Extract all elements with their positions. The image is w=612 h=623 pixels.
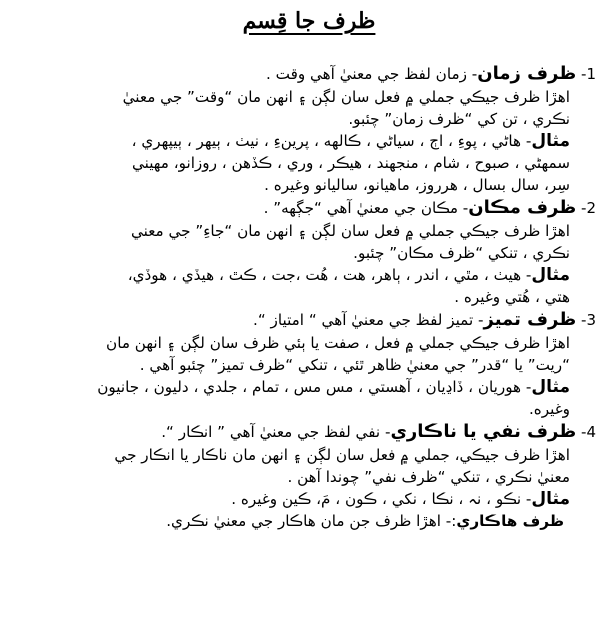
body-line: معنيٰ نڪري ، تنکي “ظرف نفي” چوندا آهن . bbox=[287, 468, 570, 486]
section-number: 3- bbox=[581, 311, 596, 329]
example-text: - نڪو ، نہ ، نڪا ، نکي ، ڪون ، مَ، ڪين وغيره . bbox=[231, 490, 532, 508]
example-line bbox=[22, 376, 596, 398]
section-zarf-zaman bbox=[22, 62, 596, 196]
body-line: اهڙا ظرف جيڪي جملي ۾ فعل ، صفت يا ٻئي ظرف سان لڳن ۽ انهن مان bbox=[106, 334, 570, 352]
section-term: ظرف نفي يا ناڪاري bbox=[390, 421, 577, 442]
example-text: - هيٺ ، مٿي ، اندر ، ٻاهر، هت ، هُت ،جت ، ڪٿ ، هيڏي ، هوڏي، bbox=[127, 266, 532, 284]
section-definition: - زمان لفظ جي معنيٰ آهي وقت . bbox=[266, 65, 478, 83]
body-line: اهڙا ظرف جيڪي، جملي ۾ فعل سان لڳن ۽ انهن مان ناڪار يا انڪار جي bbox=[114, 446, 570, 464]
body-line: نڪري ، تنکي “ظرف مڪان” چئبو. bbox=[353, 244, 570, 262]
example-line: سِر، سال بسال ، هرروز، ماهيانو، ساليانو وغيره . bbox=[264, 176, 570, 194]
section-number: 4- bbox=[581, 423, 596, 441]
body-line: اهڙا ظرف جيڪي جملي ۾ فعل سان لڳن ۽ انهن مان “وقت” جي معنيٰ bbox=[122, 88, 570, 106]
example-text: - هاڻي ، پوءِ ، اڄ ، سياڻي ، ڪالهه ، پرينءِ ، نيٺ ، ٻيهر ، ٻيپهري ، bbox=[131, 132, 532, 150]
section-zarf-tameez bbox=[22, 308, 596, 420]
section-heading bbox=[22, 62, 596, 86]
example-line bbox=[22, 488, 596, 510]
section-heading bbox=[22, 420, 596, 444]
final-label: ظرف هاڪاري bbox=[456, 512, 564, 530]
section-heading bbox=[22, 308, 596, 332]
example-line: سمهڻي ، صبوح ، شام ، منجهند ، هيڪر ، وري ، ڪڏهن ، روزانو، مهيني bbox=[131, 154, 570, 172]
example-line bbox=[22, 264, 596, 286]
section-zarf-makan bbox=[22, 196, 596, 308]
body-line: نڪري ، تن کي “ظرف زمان” چئبو. bbox=[348, 110, 570, 128]
example-line: هتي ، هُتي وغيره . bbox=[454, 288, 570, 306]
section-number: 1- bbox=[581, 65, 596, 83]
section-term: ظرف مڪان bbox=[468, 197, 577, 218]
page-title: ظرف جا قِسم bbox=[242, 8, 376, 34]
example-label: مثال bbox=[531, 265, 570, 285]
example-line: وغيره. bbox=[528, 400, 570, 418]
section-definition: - نفي لفظ جي معنيٰ آهي ” انڪار “. bbox=[161, 423, 391, 441]
example-text: - هوريان ، ڏاڍيان ، آهستي ، مس مس ، تمام ، جلدي ، دليون ، جانيون bbox=[97, 378, 532, 396]
section-heading bbox=[22, 196, 596, 220]
section-term: ظرف زمان bbox=[477, 63, 577, 84]
section-definition: - مڪان جي معنيٰ آهي “جڳهه” . bbox=[263, 199, 469, 217]
section-number: 2- bbox=[581, 199, 596, 217]
section-term: ظرف تميز bbox=[483, 309, 577, 330]
body-line: اهڙا ظرف جيڪي جملي ۾ فعل سان لڳن ۽ انهن مان “جاءِ” جي معني bbox=[130, 222, 570, 240]
final-text: :- اهڙا ظرف جن مان هاڪار جي معنيٰ نڪري. bbox=[166, 512, 457, 530]
body-line: “ريت” يا “قدر” جي معنيٰ ظاهر ٿئي ، تنکي “ظرف تميز” چئبو آهي . bbox=[139, 356, 570, 374]
example-label: مثال bbox=[531, 377, 570, 397]
section-definition: - تميز لفظ جي معنيٰ آهي “ امتياز “. bbox=[253, 311, 484, 329]
example-label: مثال bbox=[531, 131, 570, 151]
example-label: مثال bbox=[531, 489, 570, 509]
final-line bbox=[22, 510, 596, 532]
example-line bbox=[22, 130, 596, 152]
section-zarf-nafi bbox=[22, 420, 596, 510]
